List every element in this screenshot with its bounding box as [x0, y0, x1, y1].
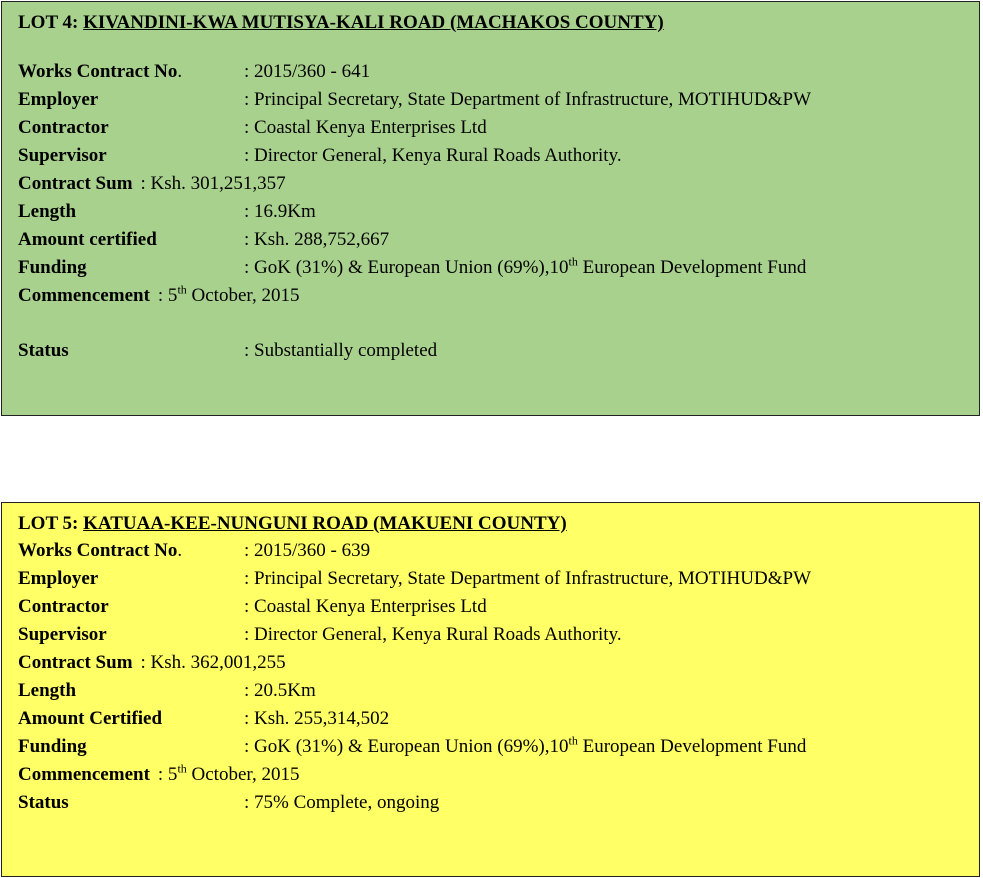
supervisor-label: Supervisor: [18, 624, 107, 645]
funding-value: : GoK (31%) & European Union (69%),10th European Development Fund: [244, 733, 807, 757]
lot-4-funding-row: [18, 254, 807, 282]
lot-5-title: [18, 513, 567, 535]
lot-5-funding-row: [18, 733, 807, 761]
lot-5-contract-sum-row: [18, 649, 286, 677]
lot-4-road-name: KIVANDINI-KWA MUTISYA-KALI ROAD (MACHAKOS COUNTY): [83, 12, 664, 33]
employer-value: : Principal Secretary, State Department of Infrastructure, MOTIHUD&PW: [244, 89, 812, 110]
lot-4-supervisor-row: [18, 142, 622, 170]
lot-4-employer-row: [18, 86, 812, 114]
funding-label: Funding: [18, 257, 87, 278]
status-value: : 75% Complete, ongoing: [244, 792, 440, 813]
amount-certified-label: Amount Certified: [18, 708, 163, 729]
amount-certified-value: : Ksh. 288,752,667: [244, 229, 390, 250]
works-contract-label: Works Contract No.: [18, 61, 183, 82]
status-label: Status: [18, 340, 69, 361]
contractor-label: Contractor: [18, 596, 109, 617]
lot-5-length-row: [18, 677, 316, 705]
lot-5-panel: [1, 502, 980, 877]
lot-5-prefix: LOT 5:: [18, 513, 84, 534]
contractor-value: : Coastal Kenya Enterprises Ltd: [244, 596, 487, 617]
lot-4-status-row: [18, 337, 438, 365]
lot-4-length-row: [18, 198, 316, 226]
contract-sum-label: Contract Sum: [18, 652, 133, 673]
supervisor-value: : Director General, Kenya Rural Roads Authority.: [244, 624, 622, 645]
commencement-label: Commencement: [18, 285, 150, 306]
works-contract-value: : 2015/360 - 641: [244, 61, 371, 82]
length-label: Length: [18, 680, 77, 701]
contractor-label: Contractor: [18, 117, 109, 138]
length-value: : 20.5Km: [244, 680, 316, 701]
contract-sum-value: : Ksh. 362,001,255: [140, 652, 286, 673]
lot-5-status-row: [18, 789, 440, 817]
funding-value: : GoK (31%) & European Union (69%),10th European Development Fund: [244, 254, 807, 278]
lot-5-amount-certified-row: [18, 705, 390, 733]
lot-4-commencement-row: [18, 282, 299, 310]
length-label: Length: [18, 201, 77, 222]
employer-value: : Principal Secretary, State Department of Infrastructure, MOTIHUD&PW: [244, 568, 812, 589]
employer-label: Employer: [18, 568, 99, 589]
commencement-value: : 5th October, 2015: [157, 282, 300, 306]
lot-5-road-name: KATUAA-KEE-NUNGUNI ROAD (MAKUENI COUNTY): [83, 513, 567, 534]
status-value: : Substantially completed: [244, 340, 438, 361]
status-label: Status: [18, 792, 69, 813]
lot-4-contractor-row: [18, 114, 487, 142]
amount-certified-value: : Ksh. 255,314,502: [244, 708, 390, 729]
supervisor-value: : Director General, Kenya Rural Roads Authority.: [244, 145, 622, 166]
length-value: : 16.9Km: [244, 201, 316, 222]
amount-certified-label: Amount certified: [18, 229, 157, 250]
lot-4-prefix: LOT 4:: [18, 12, 84, 33]
lot-5-commencement-row: [18, 761, 299, 789]
lot-4-contract-sum-row: [18, 170, 286, 198]
lot-4-title: [18, 12, 664, 34]
lot-5-works-contract-row: [18, 537, 371, 565]
lot-4-panel: [1, 1, 980, 416]
works-contract-value: : 2015/360 - 639: [244, 540, 371, 561]
lot-4-works-contract-row: [18, 58, 371, 86]
supervisor-label: Supervisor: [18, 145, 107, 166]
contract-sum-value: : Ksh. 301,251,357: [140, 173, 286, 194]
commencement-label: Commencement: [18, 764, 150, 785]
employer-label: Employer: [18, 89, 99, 110]
commencement-value: : 5th October, 2015: [157, 761, 300, 785]
lot-5-contractor-row: [18, 593, 487, 621]
contract-sum-label: Contract Sum: [18, 173, 133, 194]
lot-4-amount-certified-row: [18, 226, 390, 254]
lot-5-supervisor-row: [18, 621, 622, 649]
contractor-value: : Coastal Kenya Enterprises Ltd: [244, 117, 487, 138]
lot-5-employer-row: [18, 565, 812, 593]
funding-label: Funding: [18, 736, 87, 757]
works-contract-label: Works Contract No.: [18, 540, 183, 561]
